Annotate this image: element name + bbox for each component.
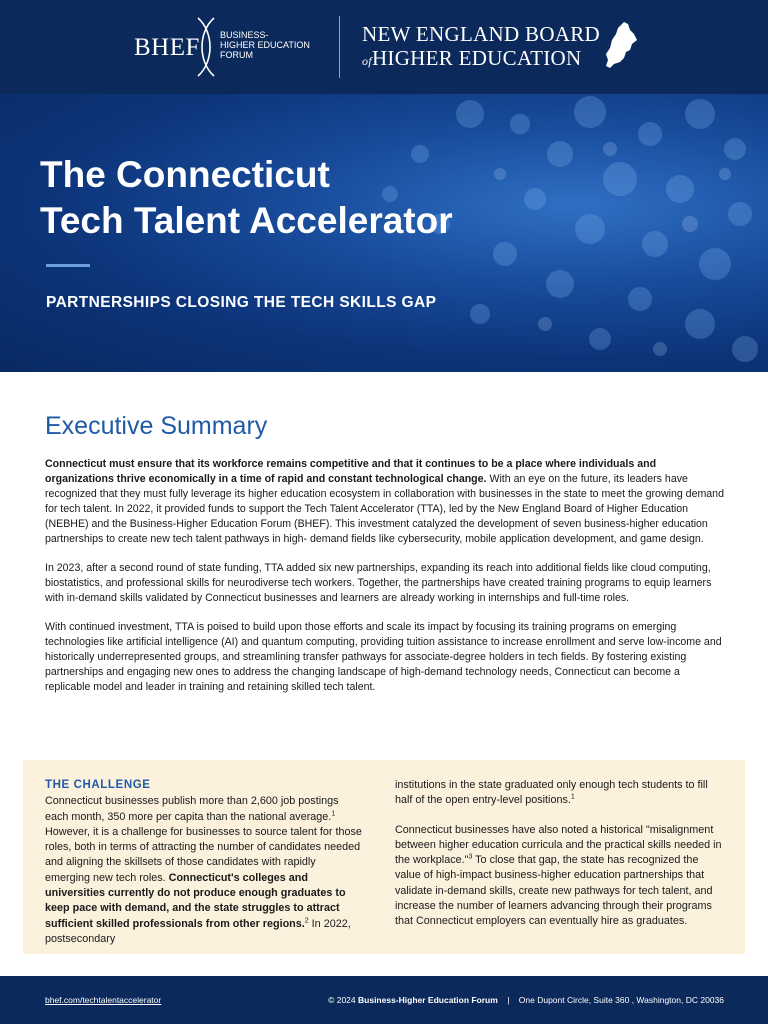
challenge-paragraph-2: institutions in the state graduated only enough tech students to fill half of the open entry-level positions.$^1$: [395, 779, 708, 807]
summary-paragraph-2: In 2023, after a second round of state funding, TTA added six new partnerships, expanding its reach into additional fields like cloud computing, biostatistics, and professional skills for neurodiverse tech workers. Together, the partnerships have created training programs to equip learners with in-demand skills validated by Connecticut businesses and learners are already working in internships and full-time roles.: [45, 562, 712, 604]
nebhe-line1: NEW ENGLAND BOARD: [362, 22, 601, 46]
challenge-paragraph-3: Connecticut businesses have also noted a historical "misalignment between higher education curricula and the practical skills needed in the workplace."$^3$ To close that gap, the state has recognized the value of high-impact business-higher education partnerships that validate in-demand skills, create new pathways for tech talent, and increase the number of learners advancing through their programs that Connecticut employers can eventually hire as graduates.: [395, 823, 722, 928]
new-england-map-icon: [604, 20, 638, 72]
challenge-box: [23, 760, 745, 954]
title-rule: [46, 264, 90, 267]
challenge-column-2: [395, 778, 725, 944]
nebhe-line2: ofHIGHER EDUCATION: [362, 46, 582, 70]
challenge-heading: THE CHALLENGE: [45, 779, 151, 791]
hero-banner: [0, 94, 768, 372]
summary-paragraph-3: With continued investment, TTA is poised to build upon those efforts and scale its impact by focusing its training programs on emerging technologies like artificial intelligence (AI) and quantum computing, providing tuition assistance to increase enrollment and serve low-income and historically underrepresented groups, and streamlining transfer pathways for associate-degree holders in tech fields. By fostering existing partnerships and engaging new ones to address the changing landscape of high-demand technology needs, Connecticut can become a replicable model and leader in training and retaining skilled tech talent.: [45, 621, 722, 693]
footer-bar: [0, 976, 768, 1024]
bhef-wordmark: BHEF: [134, 34, 200, 61]
challenge-column-1: [45, 778, 363, 947]
page-title: The Connecticut Tech Talent Accelerator: [40, 154, 453, 241]
bhef-swoosh-icon: [192, 16, 220, 78]
bhef-subtitle: BUSINESS- HIGHER EDUCATION FORUM: [220, 30, 310, 60]
header-divider: [339, 16, 340, 78]
nebhe-logo[interactable]: [362, 22, 600, 73]
footer-website-link[interactable]: bhef.com/techtalentaccelerator: [45, 995, 162, 1005]
executive-summary-heading: Executive Summary: [45, 412, 268, 440]
page-subtitle: PARTNERSHIPS CLOSING THE TECH SKILLS GAP: [46, 294, 437, 311]
challenge-paragraph-1: Connecticut businesses publish more than 2,600 job postings each month, 350 more per capita than the national average.$^1$ However, it is a challenge for businesses to source talent for those roles, both in terms of attracting the number of candidates needed and aligning the skillsets of those candidates with rapidly emerging new tech roles. Connecticut's colleges and universities currently do not produce enough graduates to keep pace with demand, and the state struggles to attract sufficient skilled professionals from other regions.$^2$ In 2022, postsecondary: [45, 795, 362, 945]
bhef-logo[interactable]: [134, 16, 324, 78]
summary-paragraph-1: Connecticut must ensure that its workforce remains competitive and that it continues to be a place where individuals and organizations thrive economically in a time of rapid and constant technological change. With an eye on the future, its leaders have recognized that they must fully leverage its higher education ecosystem in collaboration with businesses in the state to meet the growing demand for tech talent. In 2022, it provided funds to support the Tech Talent Accelerator (TTA), led by the New England Board of Higher Education (NEBHE) and the Business-Higher Education Forum (BHEF). This investment catalyzed the development of seven business-higher education partnerships to create new tech talent pathways in high- demand fields like cybersecurity, mobile application development, and game design.: [45, 458, 724, 545]
executive-summary-body: [45, 457, 725, 709]
footer-info: © 2024 Business-Higher Education Forum | One Dupont Circle, Suite 360 , Washington, DC 20036: [328, 995, 724, 1005]
header-bar: [0, 0, 768, 94]
